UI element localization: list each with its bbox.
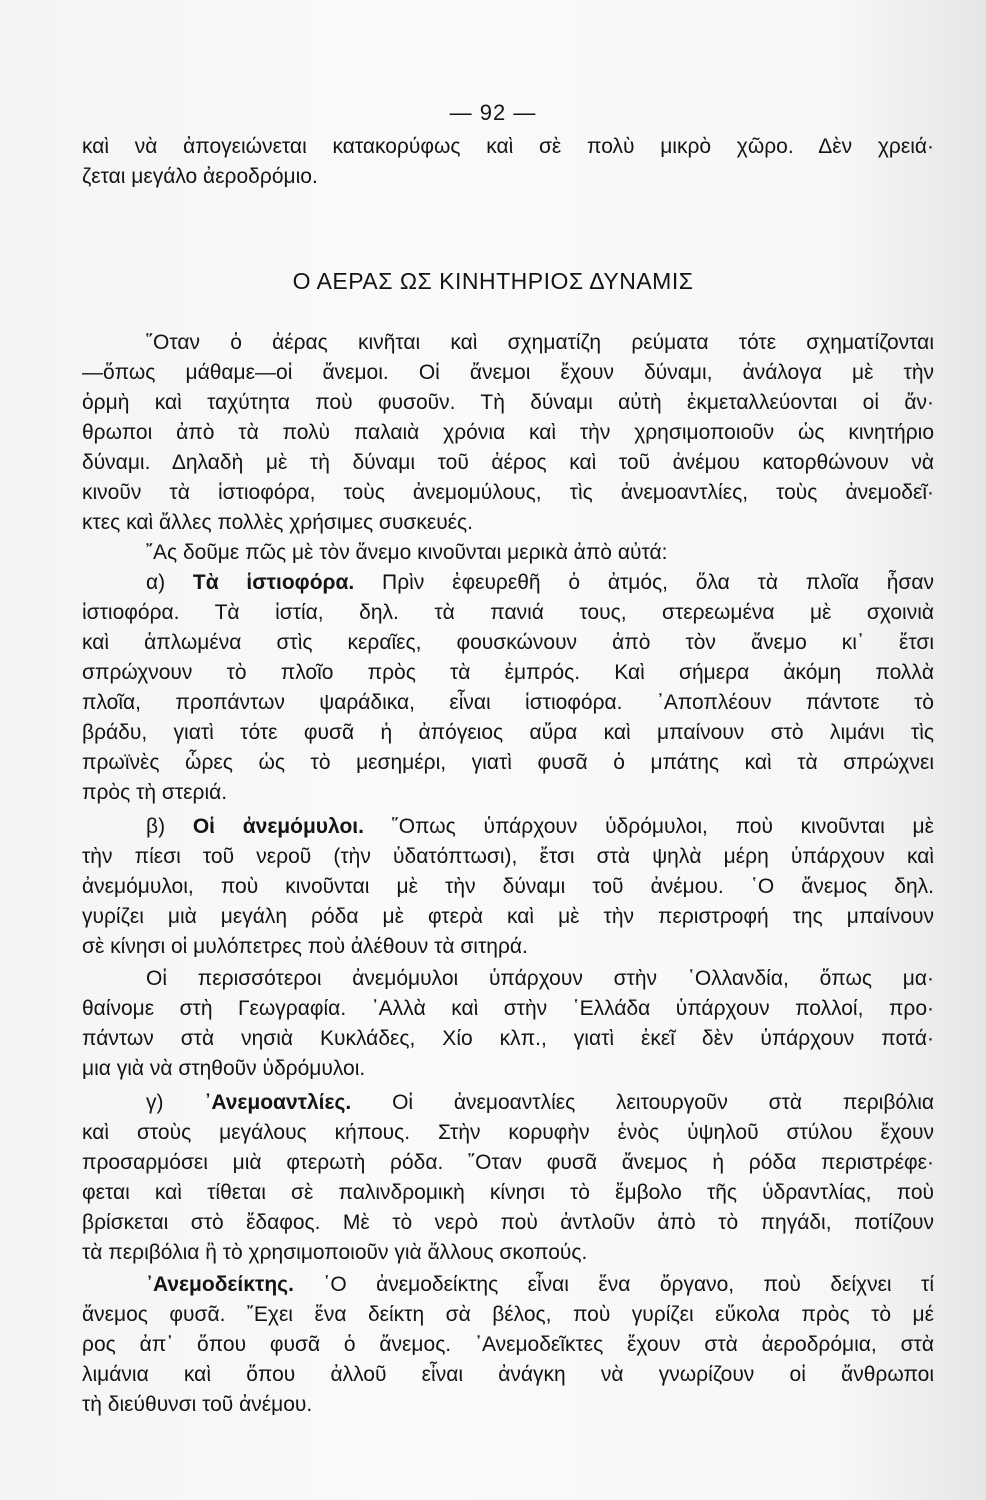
text-line: πάντων στὰ νησιὰ Κυκλάδες, Χίο κλπ., γιατὶ ἐκεῖ δὲν ὑπάρχουν ποτά·: [82, 1027, 934, 1050]
section-c-title: ᾽Ανεμοαντλίες.: [204, 1091, 352, 1114]
section-d-first-line: [146, 1270, 934, 1300]
text-line: σπρώχνουν τὸ πλοῖο πρὸς τὰ ἐμπρός. Καὶ σήμερα ἀκόμη πολλὰ: [82, 661, 934, 684]
text-line: ἄνεμος φυσᾶ. ῎Εχει ἕνα δείκτη σὰ βέλος, ποὺ γυρίζει εὔκολα πρὸς τὸ μέ: [82, 1303, 934, 1326]
text-line: γυρίζει μιὰ μεγάλη ρόδα μὲ φτερὰ καὶ μὲ τὴν περιστροφή της μπαίνουν: [82, 905, 934, 928]
text-line: καὶ στοὺς μεγάλους κήπους. Στὴν κορυφὴν ἑνὸς ὑψηλοῦ στύλου ἔχουν: [82, 1121, 934, 1144]
text-line: πρωϊνὲς ὧρες ὡς τὸ μεσημέρι, γιατὶ φυσᾶ ὁ μπάτης καὶ τὰ σπρώχνει: [82, 751, 934, 774]
text-line: τὴν πίεσι τοῦ νεροῦ (τὴν ὑδατόπτωσι), ἔτσι στὰ ψηλὰ μέρη ὑπάρχουν καὶ: [82, 845, 934, 868]
text-line: ὁρμὴ καὶ ταχύτητα ποὺ φυσοῦν. Τὴ δύναμι αὐτὴ ἐκμεταλλεύονται οἱ ἄν·: [82, 391, 934, 414]
text-line: ῎Ας δοῦμε πῶς μὲ τὸν ἄνεμο κινοῦνται μερικὰ ἀπὸ αὐτά:: [146, 541, 668, 564]
text-line: τὰ περιβόλια ἢ τὸ χρησιμοποιοῦν γιὰ ἄλλους σκοπούς.: [82, 1241, 588, 1264]
section-a-first-line: [146, 568, 934, 598]
section-a-text: Πρὶν ἐφευρεθῆ ὁ ἀτμός, ὅλα τὰ πλοῖα ἦσαν: [382, 571, 934, 594]
section-a-label: α): [146, 571, 166, 594]
text-line: —ὅπως μάθαμε—οἱ ἄνεμοι. Οἱ ἄνεμοι ἔχουν δύναμι, ἀνάλογα μὲ τὴν: [82, 361, 934, 384]
text-line: βράδυ, γιατὶ τότε φυσᾶ ἡ ἀπόγειος αὔρα καὶ μπαίνουν στὸ λιμάνι τὶς: [82, 721, 934, 744]
text-line: βρίσκεται στὸ ἔδαφος. Μὲ τὸ νερὸ ποὺ ἀντλοῦν ἀπὸ τὸ πηγάδι, ποτίζουν: [82, 1211, 934, 1234]
text-line: ῞Οταν ὁ ἀέρας κινῆται καὶ σχηματίζη ρεύματα τότε σχηματίζονται: [146, 331, 934, 354]
text-line: ζεται μεγάλο ἀεροδρόμιο.: [82, 165, 318, 188]
text-line: πλοῖα, προπάντων ψαράδικα, εἶναι ἱστιοφόρα. ᾽Αποπλέουν πάντοτε τὸ: [82, 691, 934, 714]
text-line: θρωποι ἀπὸ τὰ πολὺ παλαιὰ χρόνια καὶ τὴν χρησιμοποιοῦν ὡς κινητήριο: [82, 421, 934, 444]
section-d-title: ᾽Ανεμοδείκτης.: [146, 1273, 294, 1296]
text-line: σὲ κίνησι οἱ μυλόπετρες ποὺ ἀλέθουν τὰ σιτηρά.: [82, 935, 528, 958]
section-c-text: Οἱ ἀνεμοαντλίες λειτουργοῦν στὰ περιβόλια: [392, 1091, 935, 1114]
text-line: μια γιὰ νὰ στηθοῦν ὑδρόμυλοι.: [82, 1057, 366, 1080]
text-line: προσαρμόσει μιὰ φτερωτὴ ρόδα. ῞Οταν φυσᾶ ἄνεμος ἡ ρόδα περιστρέφε·: [82, 1151, 934, 1174]
section-c-first-line: [146, 1088, 934, 1118]
text-line: ἀνεμόμυλοι, ποὺ κινοῦνται μὲ τὴν δύναμι τοῦ ἀνέμου. ῾Ο ἄνεμος δηλ.: [82, 875, 934, 898]
text-line: θαίνομε στὴ Γεωγραφία. ᾽Αλλὰ καὶ στὴν ῾Ελλάδα ὑπάρχουν πολλοί, προ·: [82, 997, 934, 1020]
text-line: κτες καὶ ἄλλες πολλὲς χρήσιμες συσκευές.: [82, 511, 474, 534]
text-line: λιμάνια καὶ ὅπου ἀλλοῦ εἶναι ἀνάγκη νὰ γνωρίζουν οἱ ἄνθρωποι: [82, 1363, 934, 1386]
section-b-first-line: [146, 812, 934, 842]
section-a-title: Τὰ ἱστιοφόρα.: [192, 571, 355, 594]
text-line: Οἱ περισσότεροι ἀνεμόμυλοι ὑπάρχουν στὴν ῾Ολλανδία, ὅπως μα·: [146, 967, 934, 990]
text-line: καὶ νὰ ἀπογειώνεται κατακορύφως καὶ σὲ πολὺ μικρὸ χῶρο. Δὲν χρειά·: [82, 135, 934, 158]
text-line: ἱστιοφόρα. Τὰ ἱστία, δηλ. τὰ πανιά τους, στερεωμένα μὲ σχοινιὰ: [82, 601, 934, 624]
section-heading: Ο ΑΕΡΑΣ ΩΣ ΚΙΝΗΤΗΡΙΟΣ ΔΥΝΑΜΙΣ: [292, 268, 694, 294]
text-line: πρὸς τὴ στεριά.: [82, 781, 228, 804]
text-line: δύναμι. Δηλαδὴ μὲ τὴ δύναμι τοῦ ἀέρος καὶ τοῦ ἀνέμου κατορθώνουν νὰ: [82, 451, 934, 474]
text-line: κινοῦν τὰ ἱστιοφόρα, τοὺς ἀνεμομύλους, τὶς ἀνεμοαντλίες, τοὺς ἀνεμοδεῖ·: [82, 481, 934, 504]
text-line: ρος ἀπ᾽ ὅπου φυσᾶ ὁ ἄνεμος. ᾽Ανεμοδεῖκτες ἔχουν στὰ ἀεροδρόμια, στὰ: [82, 1333, 934, 1356]
text-line: φεται καὶ τίθεται σὲ παλινδρομικὴ κίνησι τὸ ἔμβολο τῆς ὑδραντλίας, ποὺ: [82, 1181, 934, 1204]
section-b-title: Οἱ ἀνεμόμυλοι.: [192, 815, 364, 838]
section-d-text: ῾Ο ἀνεμοδείκτης εἶναι ἕνα ὄργανο, ποὺ δείχνει τί: [323, 1273, 934, 1296]
section-c-label: γ): [146, 1091, 164, 1114]
text-line: τὴ διεύθυνσι τοῦ ἀνέμου.: [82, 1393, 313, 1416]
page-number: — 92 —: [449, 100, 537, 125]
section-b-text: ῞Οπως ὑπάρχουν ὑδρόμυλοι, ποὺ κινοῦνται μὲ: [391, 815, 935, 838]
section-b-label: β): [146, 815, 166, 838]
text-line: καὶ ἁπλωμένα στὶς κεραῖες, φουσκώνουν ἀπὸ τὸν ἄνεμο κι᾽ ἔτσι: [82, 631, 934, 654]
